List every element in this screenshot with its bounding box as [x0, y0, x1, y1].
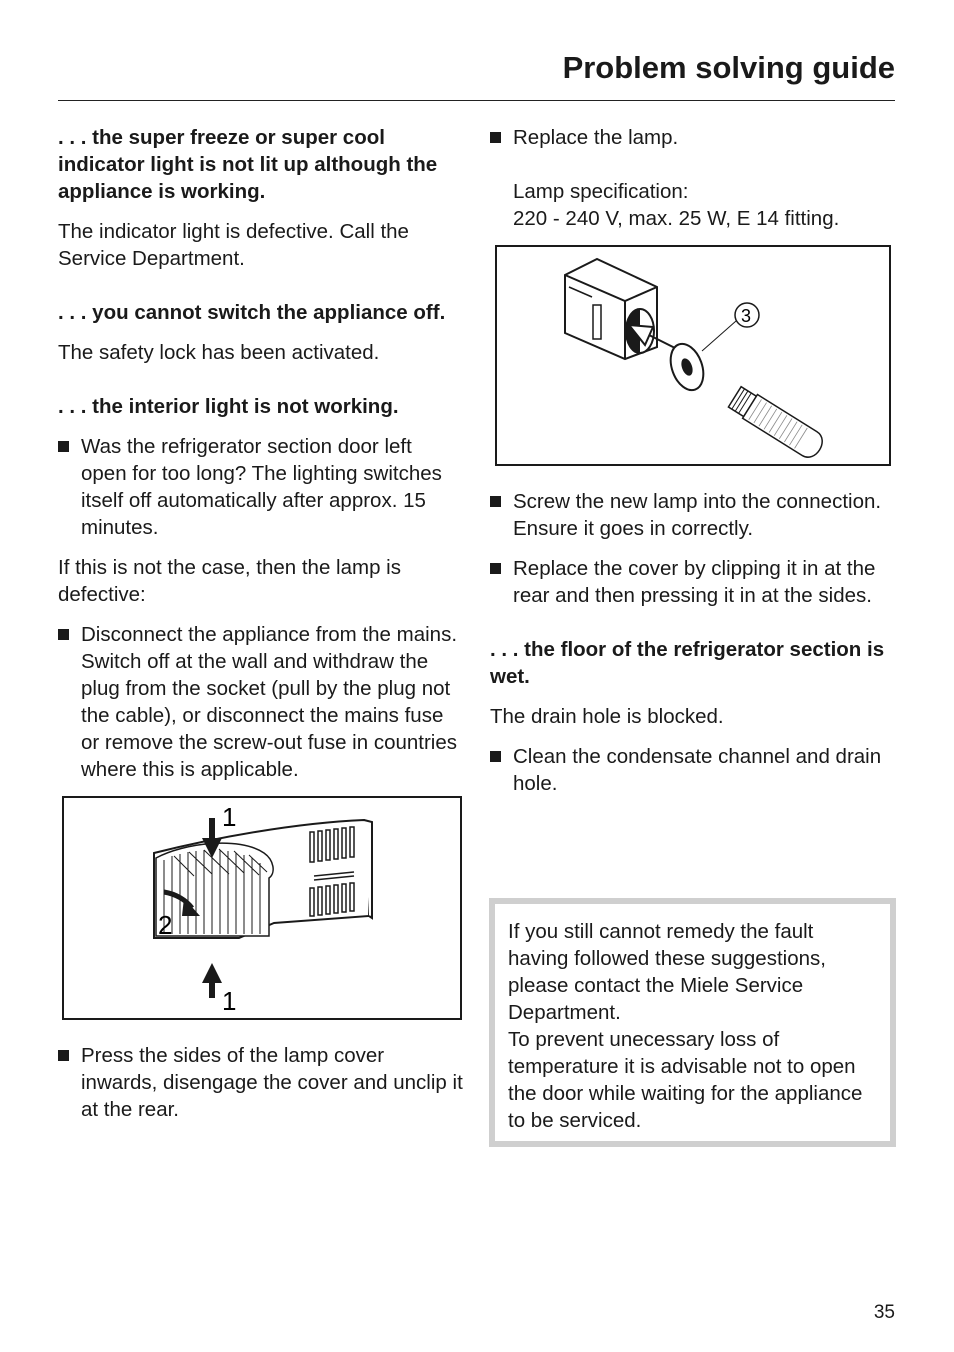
list-item [490, 124, 896, 151]
bullet-square-icon [58, 1050, 69, 1061]
figure1-label-bottom: 1 [222, 986, 237, 1016]
bullet-square-icon [490, 132, 501, 143]
bullet-square-icon [58, 629, 69, 640]
list-item [58, 621, 463, 783]
service-note-box [489, 898, 896, 1147]
heading-floor-wet: . . . the floor of the refrigerator section is wet. [490, 638, 885, 688]
figure1-label-side: 2 [158, 910, 173, 940]
list-item [58, 1042, 463, 1123]
bullet-square-icon [490, 496, 501, 507]
list-item [490, 555, 896, 609]
note-text-door: To prevent unecessary loss of temperature it is advisable not to open the door while waiting for the appliance to be serviced. [508, 1028, 863, 1132]
heading-cannot-switch-off: . . . you cannot switch the appliance off. [58, 301, 446, 324]
lamp-cover-drawing [64, 798, 460, 1018]
paragraph-drain-blocked: The drain hole is blocked. [490, 705, 724, 728]
bullet-text-replace-cover: Replace the cover by clipping it in at the rear and then pressing it in at the sides. [513, 557, 876, 607]
heading-interior-light: . . . the interior light is not working. [58, 395, 399, 418]
title-divider [58, 100, 895, 101]
bullet-square-icon [490, 563, 501, 574]
lamp-drawing [497, 247, 889, 464]
list-item [490, 488, 896, 542]
bullet-text-replace-lamp: Replace the lamp. [513, 126, 679, 149]
bullet-square-icon [490, 751, 501, 762]
paragraph-safety-lock: The safety lock has been activated. [58, 341, 380, 364]
page-number: 35 [873, 1302, 895, 1323]
bullet-square-icon [58, 441, 69, 452]
page-title: Problem solving guide [562, 50, 895, 85]
lamp-spec-label: Lamp specification: [513, 180, 689, 203]
figure2-label: 3 [741, 306, 752, 326]
lamp-spec-value: 220 - 240 V, max. 25 W, E 14 fitting. [513, 207, 840, 230]
bullet-text-door-open: Was the refrigerator section door left open for too long? The lighting switches itself off automatically after approx. 15 minutes. [81, 435, 442, 539]
right-column [490, 124, 896, 810]
lamp-replacement-illustration [495, 245, 891, 466]
bullet-text-press-sides: Press the sides of the lamp cover inwards, disengage the cover and unclip it at the rear. [81, 1044, 463, 1121]
list-item [58, 433, 463, 541]
left-column [58, 124, 463, 1136]
paragraph-indicator-defective: The indicator light is defective. Call the Service Department. [58, 220, 409, 270]
paragraph-lamp-defective: If this is not the case, then the lamp is defective: [58, 556, 401, 606]
list-item [490, 743, 896, 797]
bullet-text-screw-lamp: Screw the new lamp into the connection. Ensure it goes in correctly. [513, 490, 882, 540]
note-text-contact: If you still cannot remedy the fault having followed these suggestions, please contact the Miele Service Department. [508, 920, 826, 1024]
figure1-label-top: 1 [222, 802, 237, 832]
bullet-text-disconnect: Disconnect the appliance from the mains. Switch off at the wall and withdraw the plug from the socket (pull by the plug not the cable), or disconnect the mains fuse or remove the screw-out fuse in countries where this is applicable. [81, 623, 458, 781]
heading-super-freeze: . . . the super freeze or super cool indicator light is not lit up although the appliance is working. [58, 126, 438, 203]
lamp-cover-illustration [62, 796, 462, 1020]
bullet-text-clean-drain: Clean the condensate channel and drain hole. [513, 745, 882, 795]
